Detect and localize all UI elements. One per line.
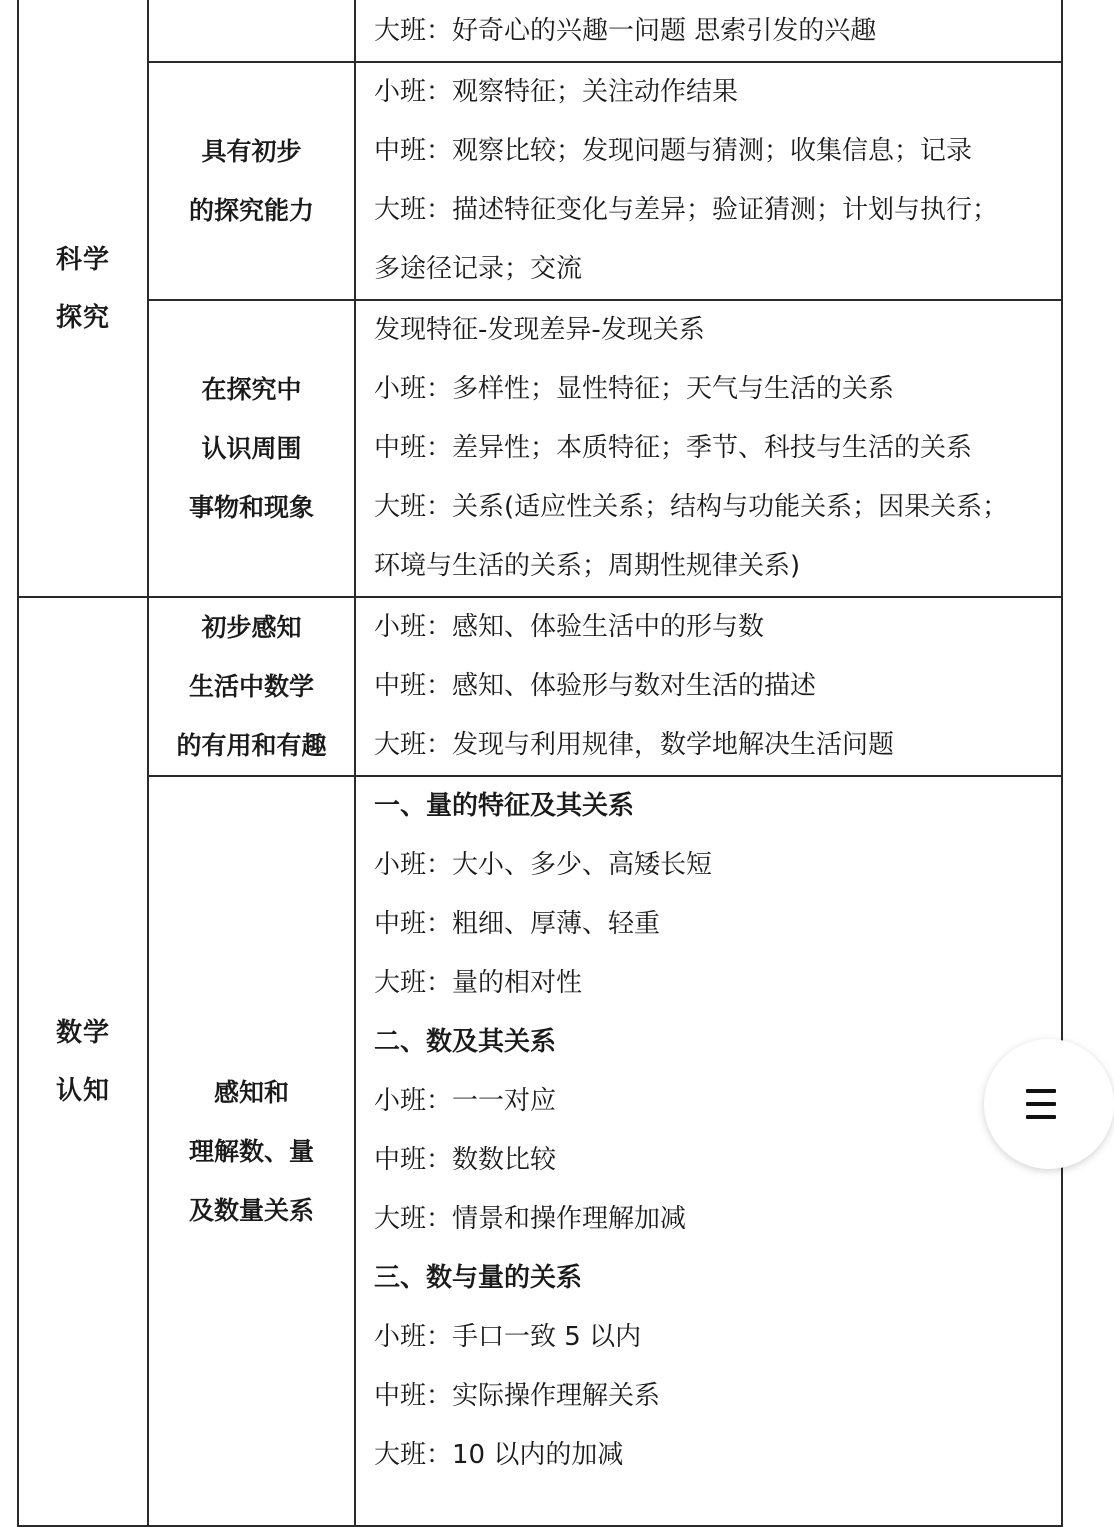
goal-cell bbox=[148, 776, 355, 1526]
content-line: 中班：数数比较 bbox=[374, 1145, 557, 1175]
goal-cell bbox=[148, 300, 355, 597]
goal-label: 的有用和有趣 bbox=[176, 731, 327, 760]
hamburger-menu-icon bbox=[1026, 1089, 1056, 1119]
content-cell bbox=[355, 776, 1062, 1526]
domain-label: 探究 bbox=[55, 303, 110, 333]
content-line: 小班：感知、体验生活中的形与数 bbox=[374, 612, 765, 642]
menu-button[interactable] bbox=[984, 1039, 1114, 1169]
goal-cell bbox=[148, 0, 355, 62]
domain-cell-math bbox=[18, 597, 148, 1526]
domain-label: 认知 bbox=[55, 1075, 110, 1106]
goal-label: 初步感知 bbox=[201, 613, 302, 642]
content-line: 中班：实际操作理解关系 bbox=[374, 1381, 661, 1411]
content-cell bbox=[355, 597, 1062, 776]
goal-label: 生活中数学 bbox=[188, 672, 314, 701]
content-line: 大班：情景和操作理解加减 bbox=[374, 1204, 687, 1234]
content-cell bbox=[355, 0, 1062, 62]
domain-label: 科学 bbox=[55, 245, 110, 275]
content-line: 大班：关系(适应性关系；结构与功能关系；因果关系； bbox=[374, 492, 1009, 522]
content-line: 小班：多样性；显性特征；天气与生活的关系 bbox=[374, 374, 895, 404]
table-row bbox=[18, 300, 1062, 597]
goal-label: 认识周围 bbox=[201, 434, 302, 463]
content-line: 大班：10 以内的加减 bbox=[374, 1440, 624, 1470]
content-line: 小班：一一对应 bbox=[374, 1086, 557, 1116]
goal-label: 具有初步 bbox=[201, 137, 302, 166]
domain-cell-science bbox=[18, 0, 148, 597]
table-row bbox=[18, 62, 1062, 300]
section-heading: 一、量的特征及其关系 bbox=[374, 791, 635, 821]
goal-label: 的探究能力 bbox=[188, 196, 314, 225]
content-line: 大班：描述特征变化与差异；验证猜测；计划与执行； bbox=[374, 195, 999, 225]
goal-label: 理解数、量 bbox=[188, 1136, 314, 1166]
goal-label: 在探究中 bbox=[201, 375, 302, 404]
table-row bbox=[18, 597, 1062, 776]
goal-label: 及数量关系 bbox=[188, 1195, 314, 1225]
goal-label: 事物和现象 bbox=[188, 493, 314, 522]
content-cell bbox=[355, 62, 1062, 300]
goal-cell bbox=[148, 62, 355, 300]
domain-label: 数学 bbox=[55, 1017, 110, 1048]
content-line: 大班：量的相对性 bbox=[374, 968, 583, 998]
content-line: 大班：发现与利用规律，数学地解决生活问题 bbox=[374, 730, 895, 760]
content-line: 环境与生活的关系；周期性规律关系) bbox=[374, 551, 801, 581]
content-line: 大班：好奇心的兴趣一问题 思索引发的兴趣 bbox=[374, 16, 877, 46]
content-line: 中班：粗细、厚薄、轻重 bbox=[374, 909, 661, 939]
content-line: 中班：感知、体验形与数对生活的描述 bbox=[374, 671, 817, 701]
table-row bbox=[18, 776, 1062, 1526]
content-line: 小班：大小、多少、高矮长短 bbox=[374, 850, 713, 880]
section-heading: 二、数及其关系 bbox=[374, 1027, 557, 1057]
content-line: 小班：手口一致 5 以内 bbox=[374, 1322, 642, 1352]
content-line: 中班：差异性；本质特征；季节、科技与生活的关系 bbox=[374, 433, 973, 463]
goal-label: 感知和 bbox=[213, 1077, 289, 1107]
content-line: 多途径记录；交流 bbox=[374, 254, 583, 284]
content-line: 小班：观察特征；关注动作结果 bbox=[374, 77, 739, 107]
table-row bbox=[18, 0, 1062, 62]
section-heading: 三、数与量的关系 bbox=[374, 1263, 583, 1293]
content-line: 发现特征-发现差异-发现关系 bbox=[374, 315, 705, 345]
content-cell bbox=[355, 300, 1062, 597]
curriculum-table bbox=[17, 0, 1063, 1527]
content-line: 中班：观察比较；发现问题与猜测；收集信息；记录 bbox=[374, 136, 973, 166]
goal-cell bbox=[148, 597, 355, 776]
